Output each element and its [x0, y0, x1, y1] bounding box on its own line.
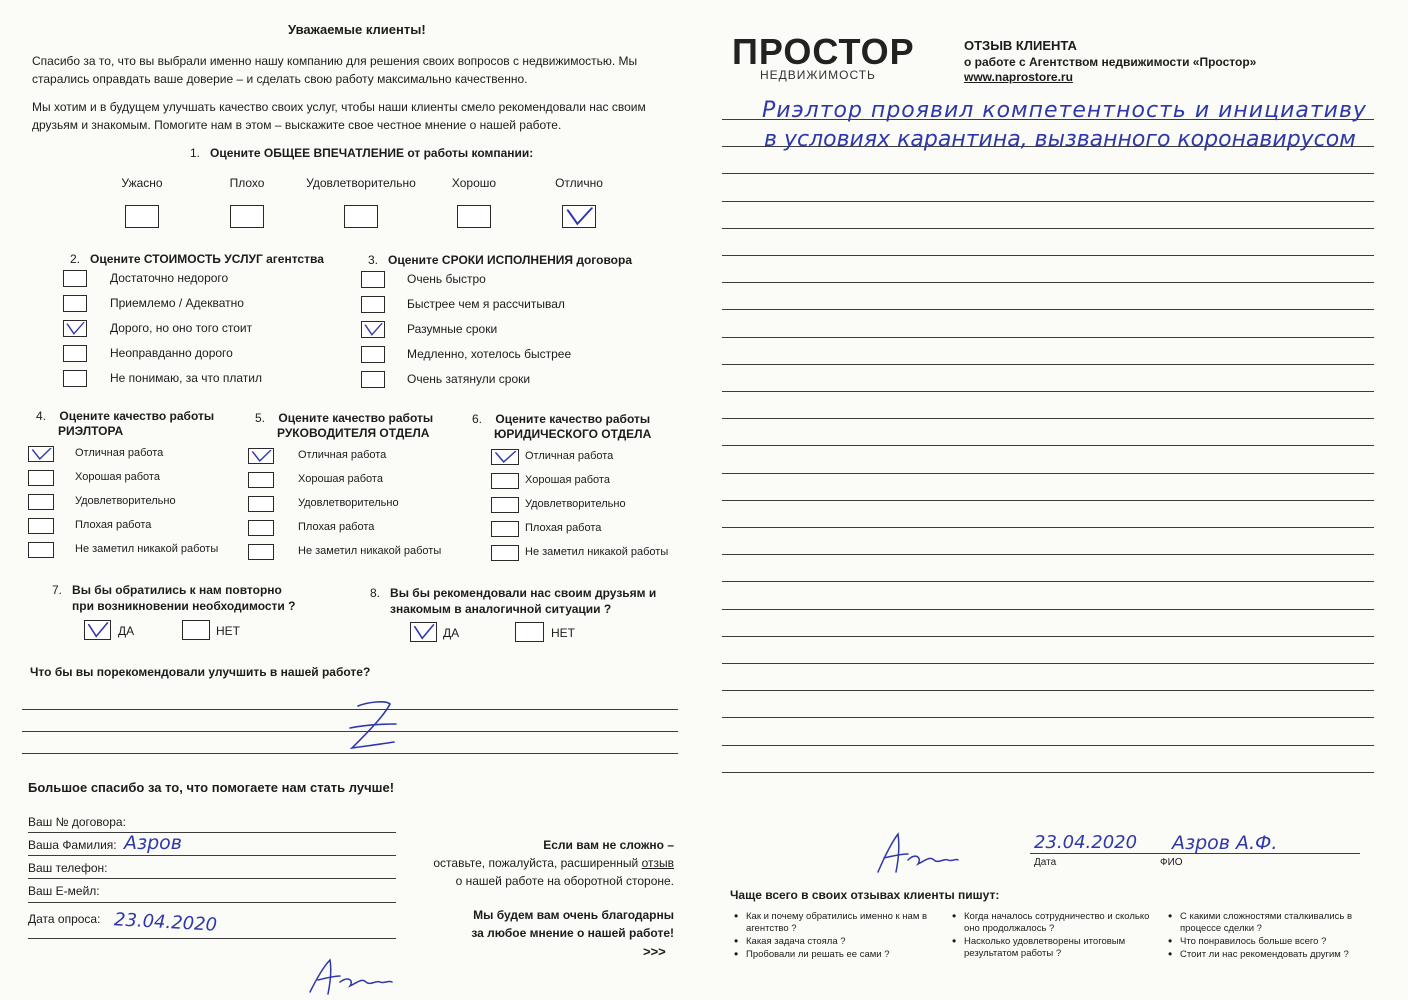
email-label: Ваш Е-мейл: [28, 884, 100, 898]
thanks-text: Большое спасибо за то, что помогаете нам стать лучше! [28, 780, 395, 795]
review-line [722, 337, 1374, 338]
date-value[interactable]: 23.04.2020 [113, 909, 218, 936]
check-mark-icon [249, 449, 273, 463]
q2-option-label: Достаточно недорого [110, 271, 229, 285]
q2-option-label: Неоправданно дорого [110, 346, 233, 360]
surname-label: Ваша Фамилия: [28, 838, 117, 852]
review-line [722, 364, 1374, 365]
review-line [722, 772, 1374, 773]
q3-option-box[interactable] [361, 346, 385, 363]
q2-option-label: Дорого, но оно того стоит [110, 321, 253, 335]
review-subtitle: о работе с Агентством недвижимости «Простор» [964, 55, 1257, 69]
q4-option-label: Хорошая работа [75, 471, 160, 483]
q5-option-box[interactable] [248, 520, 274, 536]
check-mark-icon [29, 447, 53, 461]
q6-option-label: Не заметил никакой работы [525, 546, 669, 558]
review-line [722, 445, 1374, 446]
q4-option-label: Отличная работа [75, 447, 164, 459]
q4-option-box[interactable] [28, 518, 54, 534]
q3-option-box[interactable] [361, 371, 385, 388]
q2-option-box[interactable] [63, 345, 87, 362]
site-url[interactable]: www.naprostore.ru [964, 70, 1073, 84]
arrows: >>> [643, 944, 666, 959]
contract-label: Ваш № договора: [28, 815, 126, 829]
check-mark-icon [64, 321, 86, 336]
date-fio-line [1030, 853, 1360, 854]
q7-yes-box[interactable] [84, 620, 111, 640]
review-line [722, 745, 1374, 746]
review-line [722, 173, 1374, 174]
review-handwritten-line-1: Риэлтор проявил компетентность и инициативу [762, 98, 1367, 123]
q5-option-box[interactable] [248, 472, 274, 488]
q6-option-box[interactable] [491, 449, 519, 465]
q6-option-box[interactable] [491, 473, 519, 489]
q3-option-box[interactable] [361, 271, 385, 288]
q3-option-label: Очень затянули сроки [407, 372, 531, 386]
review-line [722, 690, 1374, 691]
intro-paragraph-1: Спасибо за то, что вы выбрали именно нашу компанию для решения своих вопросов с недвижимостью. Мы старались оправдать ваше доверие – и сделать свою работу максимально качественно. [32, 54, 638, 86]
date-label: Дата опроса: [28, 912, 101, 926]
surname-value[interactable]: Азров [124, 832, 182, 854]
q4-title: 4. Оцените качество работы РИЭЛТОРА [36, 409, 215, 438]
phone-label: Ваш телефон: [28, 861, 108, 875]
q6-option-label: Плохая работа [525, 522, 602, 534]
q2-option-box[interactable] [63, 320, 87, 337]
q2-option-label: Не понимаю, за что платил [110, 371, 263, 385]
tip-item: • Насколько удовлетворены итоговым результатом работы ? [964, 936, 1160, 960]
q4-option-box[interactable] [28, 542, 54, 558]
q8-yes-box[interactable] [410, 622, 437, 642]
review-line [722, 282, 1374, 283]
q7-yes-label: ДА [118, 624, 135, 638]
tip-item: • С какими сложностями сталкивались в процессе сделки ? [1180, 911, 1370, 935]
right-fio-value: Азров А.Ф. [1172, 832, 1278, 854]
review-title: ОТЗЫВ КЛИЕНТА [964, 38, 1077, 53]
review-line [722, 500, 1374, 501]
q1-option-box[interactable] [457, 205, 491, 228]
review-line [722, 636, 1374, 637]
review-line [722, 228, 1374, 229]
review-line [722, 255, 1374, 256]
tip-item: • Что понравилось больше всего ? [1180, 936, 1370, 948]
q3-option-box[interactable] [361, 296, 385, 313]
q5-option-label: Хорошая работа [298, 473, 383, 485]
q2-option-box[interactable] [63, 370, 87, 387]
q1-option-box[interactable] [344, 205, 378, 228]
q1-option-box[interactable] [230, 205, 264, 228]
q3-option-label: Медленно, хотелось быстрее [407, 347, 572, 361]
handwritten-z-mark [330, 694, 410, 754]
q5-title: 5. Оцените качество работы РУКОВОДИТЕЛЯ ОТДЕЛА [255, 411, 434, 440]
q1-option-box[interactable] [125, 205, 159, 228]
q7-no-box[interactable] [182, 620, 210, 640]
q5-option-label: Удовлетворительно [298, 497, 399, 509]
q4-option-label: Не заметил никакой работы [75, 543, 219, 555]
tip-item: • Как и почему обратились именно к нам в агентство ? [746, 911, 952, 935]
tip-item: • Когда началось сотрудничество и сколько оно продолжалось ? [964, 911, 1160, 935]
check-mark-icon [492, 450, 518, 464]
q5-option-box[interactable] [248, 544, 274, 560]
right-date-value: 23.04.2020 [1034, 832, 1138, 853]
review-line [722, 609, 1374, 610]
signature-left [300, 952, 400, 998]
q4-option-box[interactable] [28, 470, 54, 486]
tip-item: • Пробовали ли решать ее сами ? [746, 949, 952, 961]
review-line [722, 201, 1374, 202]
check-mark-icon [563, 206, 595, 227]
q2-option-box[interactable] [63, 295, 87, 312]
q4-option-box[interactable] [28, 494, 54, 510]
q5-option-label: Не заметил никакой работы [298, 545, 442, 557]
review-line [722, 391, 1374, 392]
review-line [722, 717, 1374, 718]
q3-option-label: Очень быстро [407, 272, 486, 286]
q6-title: 6. Оцените качество работы ЮРИДИЧЕСКОГО ОТДЕЛА [472, 412, 652, 441]
q1-option-box[interactable] [562, 205, 596, 228]
q2-title: 2. Оцените СТОИМОСТЬ УСЛУГ агентства [70, 252, 324, 266]
q8-no-label: НЕТ [551, 626, 575, 640]
email-line [28, 902, 396, 903]
q7-no-label: НЕТ [216, 624, 240, 638]
form-heading: Уважаемые клиенты! [288, 22, 426, 37]
q2-option-label: Приемлемо / Адекватно [110, 296, 244, 310]
q1-option-label: Отлично [555, 176, 603, 190]
review-line [722, 418, 1374, 419]
q6-option-box[interactable] [491, 497, 519, 513]
q3-option-label: Быстрее чем я рассчитывал [407, 297, 565, 311]
right-fio-label: ФИО [1160, 857, 1183, 868]
q2-option-box[interactable] [63, 270, 87, 287]
gratitude-note: Мы будем вам очень благодарны за любое мнение о нашей работе! [471, 908, 674, 940]
review-line [722, 663, 1374, 664]
q4-option-box[interactable] [28, 446, 54, 462]
q1-option-label: Удовлетворительно [306, 176, 416, 190]
tip-item: • Какая задача стояла ? [746, 936, 952, 948]
q5-option-box[interactable] [248, 496, 274, 512]
review-link[interactable]: отзыв [641, 856, 674, 870]
logo-sub: НЕДВИЖИМОСТЬ [760, 68, 876, 82]
surname-line [28, 855, 396, 856]
q4-option-label: Удовлетворительно [75, 495, 176, 507]
logo-main: ПРОСТОР [732, 31, 915, 72]
check-mark-icon [362, 322, 384, 337]
phone-line [28, 878, 396, 879]
date-line [28, 938, 396, 939]
q1-option-label: Хорошо [451, 176, 497, 190]
q1-option-label: Ужасно [121, 176, 163, 190]
q6-option-label: Удовлетворительно [525, 498, 626, 510]
q5-option-label: Отличная работа [298, 449, 387, 461]
review-line [722, 581, 1374, 582]
tip-item: • Стоит ли нас рекомендовать другим ? [1180, 949, 1370, 961]
review-line [722, 554, 1374, 555]
q6-option-label: Хорошая работа [525, 474, 610, 486]
review-line [722, 527, 1374, 528]
q3-option-box[interactable] [361, 321, 385, 338]
side-note: Если вам не сложно – оставьте, пожалуйста, расширенный отзыв о нашей работе на оборотной стороне. [433, 838, 674, 888]
right-date-label: Дата [1034, 857, 1057, 868]
signature-right [870, 828, 960, 876]
check-mark-icon [411, 623, 436, 641]
review-line [722, 473, 1374, 474]
q4-option-label: Плохая работа [75, 519, 152, 531]
q6-option-label: Отличная работа [525, 450, 614, 462]
q5-option-label: Плохая работа [298, 521, 375, 533]
review-line [722, 309, 1374, 310]
q8-title: 8. Вы бы рекомендовали нас своим друзьям и знакомым в аналогичной ситуации ? [370, 586, 657, 616]
q3-option-label: Разумные сроки [407, 322, 498, 336]
q5-option-box[interactable] [248, 448, 274, 464]
check-mark-icon [85, 621, 110, 639]
q8-yes-label: ДА [443, 626, 460, 640]
q3-title: 3. Оцените СРОКИ ИСПОЛНЕНИЯ договора [368, 253, 633, 267]
q6-option-box[interactable] [491, 545, 519, 561]
often-title: Чаще всего в своих отзывах клиенты пишут: [730, 888, 1000, 902]
review-handwritten-line-2: в условиях карантина, вызванного коронавирусом [764, 127, 1356, 152]
contract-line [28, 832, 396, 833]
q8-no-box[interactable] [515, 622, 544, 642]
q1-option-label: Плохо [229, 176, 265, 190]
q6-option-box[interactable] [491, 521, 519, 537]
q7-title: 7. Вы бы обратились к нам повторно при возникновении необходимости ? [52, 583, 296, 613]
improve-label: Что бы вы порекомендовали улучшить в нашей работе? [30, 665, 371, 679]
intro-paragraph-2: Мы хотим и в будущем улучшать качество своих услуг, чтобы наши клиенты смело рекомендовали нас своим друзьям и знакомым. Помогите нам в этом – выскажите свое честное мнение о нашей работе. [32, 100, 646, 132]
q1-title: 1. Оцените ОБЩЕЕ ВПЕЧАТЛЕНИЕ от работы компании: [190, 146, 534, 160]
